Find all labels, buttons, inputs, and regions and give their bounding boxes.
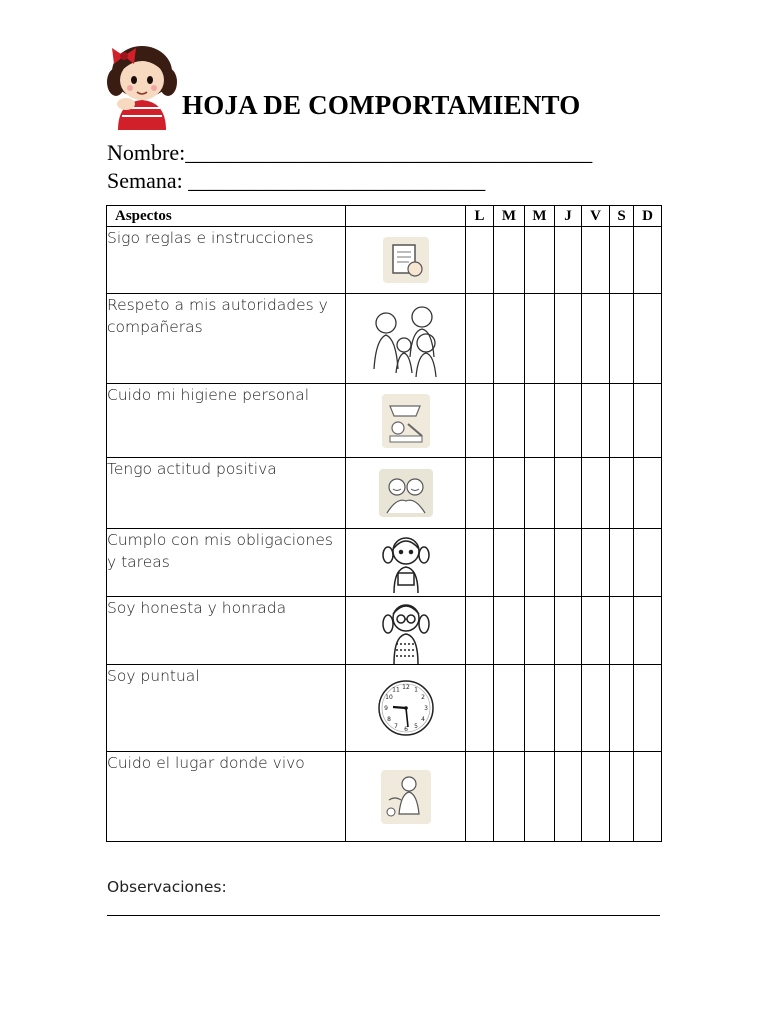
aspect-text: Cuido mi higiene personal — [107, 384, 346, 458]
day-cell[interactable] — [610, 597, 634, 665]
day-cell[interactable] — [466, 665, 494, 752]
hygiene-drawing-icon — [380, 392, 432, 450]
day-cell[interactable] — [634, 665, 662, 752]
day-header-domingo: D — [634, 206, 662, 227]
girl-glasses-icon — [376, 598, 436, 664]
aspect-text: Tengo actitud positiva — [107, 458, 346, 529]
aspect-text: Respeto a mis autoridades y compañeras — [107, 294, 346, 384]
day-cell[interactable] — [466, 597, 494, 665]
rules-drawing-icon — [381, 235, 431, 285]
day-cell[interactable] — [610, 384, 634, 458]
svg-text:7: 7 — [393, 723, 398, 730]
day-cell[interactable] — [555, 752, 582, 842]
day-cell[interactable] — [555, 458, 582, 529]
table-row — [107, 529, 662, 597]
day-cell[interactable] — [555, 529, 582, 597]
day-cell[interactable] — [634, 227, 662, 294]
day-cell[interactable] — [494, 294, 525, 384]
day-cell[interactable] — [610, 665, 634, 752]
aspect-text: Sigo reglas e instrucciones — [107, 227, 346, 294]
table-header-row — [107, 206, 662, 227]
page-title: HOJA DE COMPORTAMIENTO — [182, 90, 581, 120]
svg-text:6: 6 — [403, 726, 408, 733]
day-cell[interactable] — [634, 458, 662, 529]
day-cell[interactable] — [466, 294, 494, 384]
day-cell[interactable] — [634, 597, 662, 665]
day-cell[interactable] — [525, 458, 555, 529]
day-header-jueves: J — [555, 206, 582, 227]
day-cell[interactable] — [634, 752, 662, 842]
kids-group-icon — [364, 299, 448, 379]
svg-text:3: 3 — [423, 705, 428, 712]
day-cell[interactable] — [494, 384, 525, 458]
day-cell[interactable] — [494, 752, 525, 842]
day-cell[interactable] — [466, 529, 494, 597]
day-header-sabado: S — [610, 206, 634, 227]
day-header-martes: M — [494, 206, 525, 227]
day-cell[interactable] — [582, 227, 610, 294]
girl-logo-icon — [104, 42, 178, 130]
table-row — [107, 384, 662, 458]
day-cell[interactable] — [634, 384, 662, 458]
day-cell[interactable] — [494, 597, 525, 665]
day-cell[interactable] — [610, 294, 634, 384]
aspects-header: Aspectos — [107, 206, 346, 227]
table-row — [107, 458, 662, 529]
day-cell[interactable] — [555, 227, 582, 294]
svg-text:2: 2 — [420, 694, 425, 701]
care-place-icon — [379, 768, 433, 826]
day-cell[interactable] — [494, 529, 525, 597]
day-cell[interactable] — [582, 665, 610, 752]
day-cell[interactable] — [525, 294, 555, 384]
day-cell[interactable] — [555, 384, 582, 458]
day-cell[interactable] — [525, 384, 555, 458]
day-cell[interactable] — [610, 458, 634, 529]
behavior-table — [106, 205, 662, 842]
day-header-miercoles: M — [525, 206, 555, 227]
day-cell[interactable] — [466, 458, 494, 529]
positive-attitude-icon — [377, 467, 435, 519]
day-cell[interactable] — [494, 227, 525, 294]
day-cell[interactable] — [525, 227, 555, 294]
day-cell[interactable] — [634, 529, 662, 597]
svg-text:1: 1 — [413, 686, 418, 694]
day-cell[interactable] — [582, 529, 610, 597]
day-cell[interactable] — [610, 752, 634, 842]
day-cell[interactable] — [466, 227, 494, 294]
aspect-text: Soy honesta y honrada — [107, 597, 346, 665]
svg-text:9: 9 — [383, 705, 388, 712]
day-cell[interactable] — [466, 384, 494, 458]
day-cell[interactable] — [610, 227, 634, 294]
day-cell[interactable] — [634, 294, 662, 384]
svg-text:8: 8 — [386, 716, 391, 723]
day-header-viernes: V — [582, 206, 610, 227]
table-row — [107, 294, 662, 384]
day-cell[interactable] — [555, 665, 582, 752]
day-cell[interactable] — [525, 597, 555, 665]
image-header — [346, 206, 466, 227]
day-cell[interactable] — [525, 752, 555, 842]
table-row — [107, 227, 662, 294]
day-cell[interactable] — [525, 665, 555, 752]
day-cell[interactable] — [494, 665, 525, 752]
svg-text:5: 5 — [413, 723, 418, 730]
day-cell[interactable] — [582, 752, 610, 842]
aspect-text: Soy puntual — [107, 665, 346, 752]
aspect-text: Cuido el lugar donde vivo — [107, 752, 346, 842]
girl-reading-icon — [374, 531, 438, 595]
observations-line[interactable] — [107, 915, 660, 916]
day-cell[interactable] — [582, 384, 610, 458]
name-field[interactable]: Nombre:_____________________________________ — [107, 140, 593, 165]
day-cell[interactable] — [555, 294, 582, 384]
clock-icon — [376, 678, 436, 738]
svg-text:12: 12 — [401, 684, 410, 691]
aspect-text: Cumplo con mis obligaciones y tareas — [107, 529, 346, 597]
svg-text:4: 4 — [420, 716, 425, 723]
table-row — [107, 752, 662, 842]
week-field[interactable]: Semana: ___________________________ — [107, 168, 486, 193]
day-header-lunes: L — [466, 206, 494, 227]
table-row — [107, 597, 662, 665]
day-cell[interactable] — [525, 529, 555, 597]
svg-text:11: 11 — [391, 686, 400, 694]
table-row — [107, 665, 662, 752]
day-cell[interactable] — [582, 294, 610, 384]
day-cell[interactable] — [494, 458, 525, 529]
day-cell[interactable] — [555, 597, 582, 665]
day-cell[interactable] — [582, 597, 610, 665]
day-cell[interactable] — [582, 458, 610, 529]
svg-text:10: 10 — [384, 694, 393, 701]
day-cell[interactable] — [610, 529, 634, 597]
day-cell[interactable] — [466, 752, 494, 842]
observations-label: Observaciones: — [107, 878, 227, 896]
